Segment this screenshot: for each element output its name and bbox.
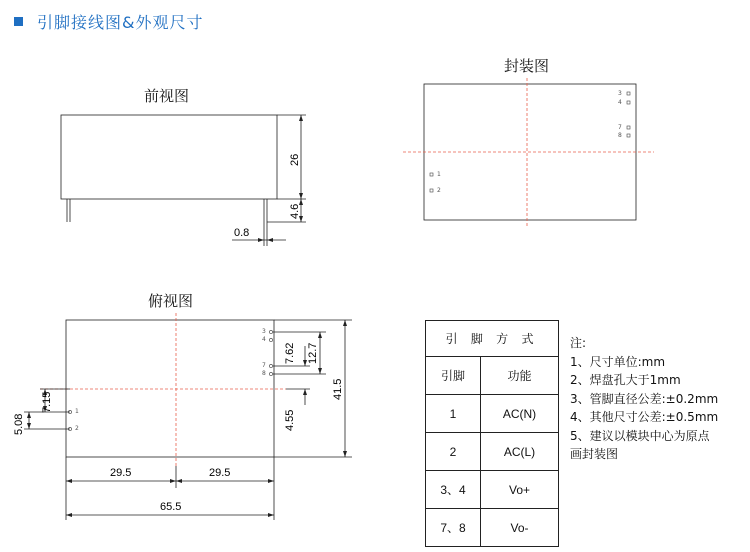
pin-cell: 1: [426, 395, 481, 433]
package-pin-label-2: 2: [437, 187, 441, 194]
note-item: 1、尺寸单位:mm: [570, 354, 666, 369]
dim-pin-width: 0.8: [234, 227, 250, 239]
dim-5-08: 5.08: [13, 413, 25, 435]
dim-pin-length: 4.6: [289, 203, 301, 219]
dim-12-7: 12.7: [307, 342, 319, 364]
pin-cell: 3、4: [426, 471, 481, 509]
package-pin-label-4: 4: [618, 99, 622, 106]
func-cell: AC(L): [481, 433, 559, 471]
dim-65-5: 65.5: [160, 501, 182, 513]
note-item: 4、其他尺寸公差:±0.5mm: [570, 410, 719, 424]
notes-title: 注:: [570, 336, 587, 350]
note-item: 3、管脚直径公差:±0.2mm: [570, 391, 719, 406]
package-pad-1: [430, 173, 433, 176]
package-pin-label-8: 8: [618, 132, 622, 139]
note-item: 2、焊盘孔大于1mm: [570, 373, 681, 387]
package-pad-3: [627, 92, 630, 95]
table-row: [426, 395, 559, 433]
top-pin-3: [269, 330, 272, 333]
dim-29-5-right: 29.5: [209, 467, 231, 479]
table-row: [426, 471, 559, 509]
top-view-body: [66, 320, 274, 457]
table-row: [426, 433, 559, 471]
pin-table-header-pin: 引脚: [426, 357, 481, 395]
notes: [570, 334, 718, 464]
note-item: 画封装图: [570, 447, 619, 461]
top-pin-4: [269, 338, 272, 341]
top-view-title: 俯视图: [148, 292, 194, 310]
pin-table-header-row: [426, 357, 559, 395]
package-pin-label-7: 7: [618, 124, 622, 131]
note-item: 5、建议以模块中心为原点: [570, 428, 710, 443]
top-pin-label-1: 1: [75, 408, 79, 415]
dim-height-26: 26: [289, 153, 301, 166]
pin-table-title-row: [426, 321, 559, 357]
package-pad-8: [627, 134, 630, 137]
section-title: 引脚接线图&外观尺寸: [37, 12, 204, 32]
package-pad-7: [627, 126, 630, 129]
top-pin-label-3: 3: [262, 328, 266, 335]
package-pin-label-3: 3: [618, 90, 622, 97]
package-pad-4: [627, 101, 630, 104]
pin-table-title: 引 脚 方 式: [426, 321, 559, 357]
pin-cell: 7、8: [426, 509, 481, 547]
top-pin-label-8: 8: [262, 370, 266, 377]
dim-41-5: 41.5: [332, 378, 344, 400]
top-pin-label-2: 2: [75, 425, 79, 432]
front-view-body: [61, 115, 277, 199]
top-pin-label-4: 4: [262, 336, 266, 343]
top-pin-7: [269, 364, 272, 367]
dim-29-5-left: 29.5: [110, 467, 132, 479]
top-pin-label-7: 7: [262, 362, 266, 369]
pin-table-header-func: 功能: [481, 357, 559, 395]
func-cell: Vo-: [481, 509, 559, 547]
func-cell: Vo+: [481, 471, 559, 509]
dim-7-15: 7.15: [41, 391, 53, 413]
func-cell: AC(N): [481, 395, 559, 433]
pin-cell: 2: [426, 433, 481, 471]
dim-7-62: 7.62: [284, 342, 296, 364]
top-pin-8: [269, 372, 272, 375]
package-view-title: 封装图: [504, 57, 550, 75]
dim-4-55: 4.55: [284, 409, 296, 431]
package-pad-2: [430, 189, 433, 192]
pin-table: [425, 320, 559, 547]
package-pin-label-1: 1: [437, 171, 441, 178]
front-view-title: 前视图: [144, 87, 190, 105]
table-row: [426, 509, 559, 547]
